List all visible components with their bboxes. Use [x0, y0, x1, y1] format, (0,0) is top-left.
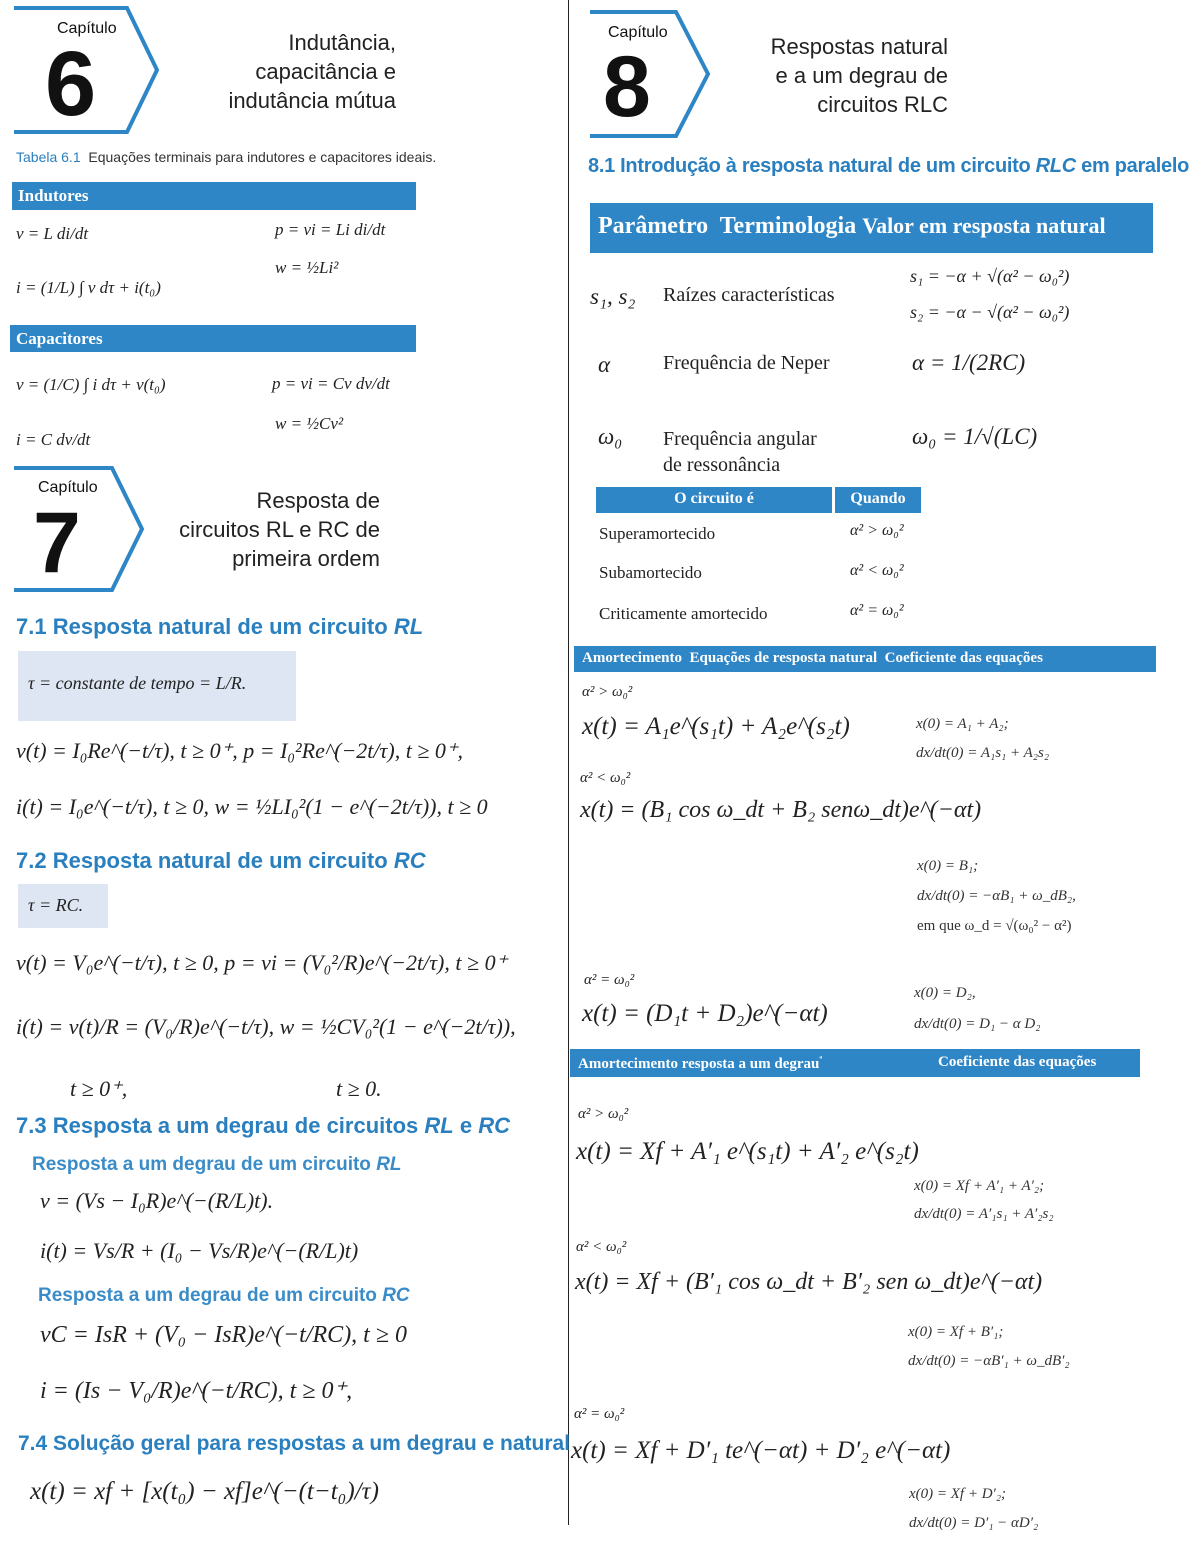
rl-step-voltage-eq: v = (Vs − I₀R)e^(−(R/L)t). — [40, 1188, 274, 1213]
capacitor-current-eq: i = C dv/dt — [16, 430, 91, 449]
circuit-type-header: O circuito é — [596, 487, 832, 513]
general-solution-eq: x(t) = xf + [x(t₀) − xf]e^(−(t−t₀)/τ) — [30, 1478, 379, 1505]
section-7-1-title: 7.1 Resposta natural de um circuito RL — [16, 614, 424, 639]
underdamped-label: Subamortecido — [599, 563, 702, 582]
natural-response-table-header: Amortecimento Equações de resposta natural Coeficiente das equações — [574, 646, 1156, 672]
rl-natural-voltage-eq: v(t) = I₀Re^(−t/τ), t ≥ 0⁺, p = I₀²Re^(−2t/τ), t ≥ 0⁺, — [16, 738, 464, 763]
rc-step-current-eq: i = (Is − V₀/R)e^(−t/RC), t ≥ 0⁺, — [40, 1378, 353, 1404]
section-7-2-title: 7.2 Resposta natural de um circuito RC — [16, 848, 426, 873]
inductor-voltage-eq: v = L di/dt — [16, 224, 89, 243]
rl-step-current-eq: i(t) = Vs/R + (I₀ − Vs/R)e^(−(R/L)t) — [40, 1238, 359, 1263]
chapter-7-label: Capítulo — [38, 479, 98, 496]
alpha-eq: α = 1/(2RC) — [912, 350, 1026, 375]
root-s2-eq: s₂ = −α − √(α² − ω₀²) — [910, 302, 1070, 322]
step-under-coef-1: x(0) = Xf + B′₁; — [908, 1324, 1004, 1340]
nat-over-coef-1: x(0) = A₁ + A₂; — [916, 716, 1009, 732]
chapter-8-number: 8 — [603, 39, 651, 135]
inductor-power-eq: p = vi = Li di/dt — [275, 220, 386, 239]
omega0-term: Frequência angular de ressonância — [663, 428, 817, 476]
root-s1-eq: s₁ = −α + √(α² − ω₀²) — [910, 266, 1070, 286]
inductors-header: Indutores — [12, 182, 416, 210]
rc-step-subtitle: Resposta a um degrau de um circuito RC — [38, 1285, 410, 1306]
step-over-coef-1: x(0) = Xf + A′₁ + A′₂; — [914, 1178, 1045, 1194]
critically-damped-cond: α² = ω₀² — [850, 602, 904, 619]
tau-rc-box — [18, 884, 108, 928]
step-under-cond: α² < ω₀² — [576, 1239, 627, 1255]
overdamped-cond: α² > ω₀² — [850, 522, 904, 539]
parameter-table-header: Parâmetro Terminologia Valor em resposta natural — [590, 203, 1153, 253]
chapter-6-title: Indutância, capacitância e indutância mútua — [228, 30, 396, 113]
nat-under-coef-1: x(0) = B₁; — [917, 858, 979, 874]
rl-step-subtitle: Resposta a um degrau de um circuito RL — [32, 1154, 402, 1175]
nat-crit-cond: α² = ω₀² — [584, 972, 635, 988]
tau-rc-eq: τ = RC. — [28, 895, 84, 915]
nat-crit-eq: x(t) = (D₁t + D₂)e^(−αt) — [582, 1000, 828, 1027]
capacitor-voltage-eq: v = (1/C) ∫ i dτ + v(t₀) — [16, 375, 166, 394]
nat-under-coef-3: em que ω_d = √(ω₀² − α²) — [917, 918, 1072, 934]
step-crit-coef-1: x(0) = Xf + D′₂; — [909, 1486, 1007, 1502]
tau-rl-eq: τ = constante de tempo = L/R. — [28, 673, 247, 693]
step-crit-coef-2: dx/dt(0) = D′₁ − αD′₂ — [909, 1515, 1039, 1531]
inductor-energy-eq: w = ½Li² — [275, 258, 339, 277]
nat-under-coef-2: dx/dt(0) = −αB₁ + ω_dB₂, — [917, 888, 1076, 904]
step-crit-eq: x(t) = Xf + D′₁ te^(−αt) + D′₂ e^(−αt) — [571, 1437, 951, 1464]
inductor-current-eq: i = (1/L) ∫ v dτ + i(t₀) — [16, 278, 161, 297]
rc-natural-current-eq: i(t) = v(t)/R = (V₀/R)e^(−t/τ), w = ½CV₀²(1 − e^(−2t/τ)), — [16, 1014, 516, 1039]
step-response-table-header: Amortecimento resposta a um degrau$^ª$ Coeficiente das equações — [570, 1049, 1140, 1077]
rc-natural-cond-1: t ≥ 0⁺, — [70, 1076, 128, 1101]
step-over-eq: x(t) = Xf + A′₁ e^(s₁t) + A′₂ e^(s₂t) — [576, 1138, 919, 1165]
capacitor-energy-eq: w = ½Cv² — [275, 414, 344, 433]
section-7-4-title: 7.4 Solução geral para respostas a um degrau e natural — [18, 1432, 571, 1455]
step-over-cond: α² > ω₀² — [578, 1106, 629, 1122]
roots-symbol: s₁, s₂ — [590, 284, 636, 309]
chapter-6-label: Capítulo — [57, 20, 117, 37]
nat-over-coef-2: dx/dt(0) = A₁s₁ + A₂s₂ — [916, 745, 1050, 761]
step-crit-cond: α² = ω₀² — [574, 1406, 625, 1422]
chapter-7-number: 7 — [33, 495, 81, 591]
step-under-coef-2: dx/dt(0) = −αB′₁ + ω_dB′₂ — [908, 1353, 1070, 1369]
omega0-symbol: ω₀ — [598, 424, 623, 449]
step-over-coef-2: dx/dt(0) = A′₁s₁ + A′₂s₂ — [914, 1206, 1054, 1222]
alpha-symbol: α — [598, 352, 611, 377]
nat-over-cond: α² > ω₀² — [582, 684, 633, 700]
step-under-eq: x(t) = Xf + (B′₁ cos ω_dt + B′₂ sen ω_dt)e^(−αt) — [575, 1269, 1043, 1295]
rc-step-voltage-eq: vC = IsR + (V₀ − IsR)e^(−t/RC), t ≥ 0 — [40, 1322, 408, 1348]
chapter-8-title: Respostas natural e a um degrau de circuitos RLC — [770, 34, 948, 117]
nat-over-eq: x(t) = A₁e^(s₁t) + A₂e^(s₂t) — [582, 713, 850, 740]
nat-crit-coef-2: dx/dt(0) = D₁ − α D₂ — [914, 1016, 1041, 1032]
nat-under-eq: x(t) = (B₁ cos ω_dt + B₂ senω_dt)e^(−αt) — [580, 797, 982, 823]
nat-under-cond: α² < ω₀² — [580, 770, 631, 786]
roots-term: Raízes características — [663, 284, 835, 306]
table-6-1-caption: Tabela 6.1 Equações terminais para indutores e capacitores ideais. — [16, 149, 437, 165]
section-8-1-title: 8.1 Introdução à resposta natural de um circuito RLC em paralelo — [588, 155, 1189, 177]
circuit-when-header: Quando — [835, 487, 921, 513]
rc-natural-cond-2: t ≥ 0. — [336, 1076, 382, 1101]
nat-crit-coef-1: x(0) = D₂, — [914, 985, 976, 1001]
tau-rl-box — [18, 651, 296, 721]
chapter-7-title: Resposta de circuitos RL e RC de primeira ordem — [179, 488, 380, 571]
overdamped-label: Superamortecido — [599, 524, 716, 543]
chapter-8-label: Capítulo — [608, 24, 668, 41]
capacitors-header: Capacitores — [10, 325, 416, 352]
underdamped-cond: α² < ω₀² — [850, 562, 904, 579]
capacitor-power-eq: p = vi = Cv dv/dt — [272, 374, 390, 393]
column-divider — [568, 0, 569, 1525]
critically-damped-label: Criticamente amortecido — [599, 604, 768, 623]
alpha-term: Frequência de Neper — [663, 352, 830, 374]
rl-natural-current-eq: i(t) = I₀e^(−t/τ), t ≥ 0, w = ½LI₀²(1 − e^(−2t/τ)), t ≥ 0 — [16, 794, 488, 819]
rc-natural-voltage-eq: v(t) = V₀e^(−t/τ), t ≥ 0, p = vi = (V₀²/R)e^(−2t/τ), t ≥ 0⁺ — [16, 950, 508, 975]
chapter-6-number: 6 — [45, 33, 97, 135]
omega0-eq: ω₀ = 1/√(LC) — [912, 424, 1038, 449]
section-7-3-title: 7.3 Resposta a um degrau de circuitos RL e RC — [16, 1113, 510, 1138]
